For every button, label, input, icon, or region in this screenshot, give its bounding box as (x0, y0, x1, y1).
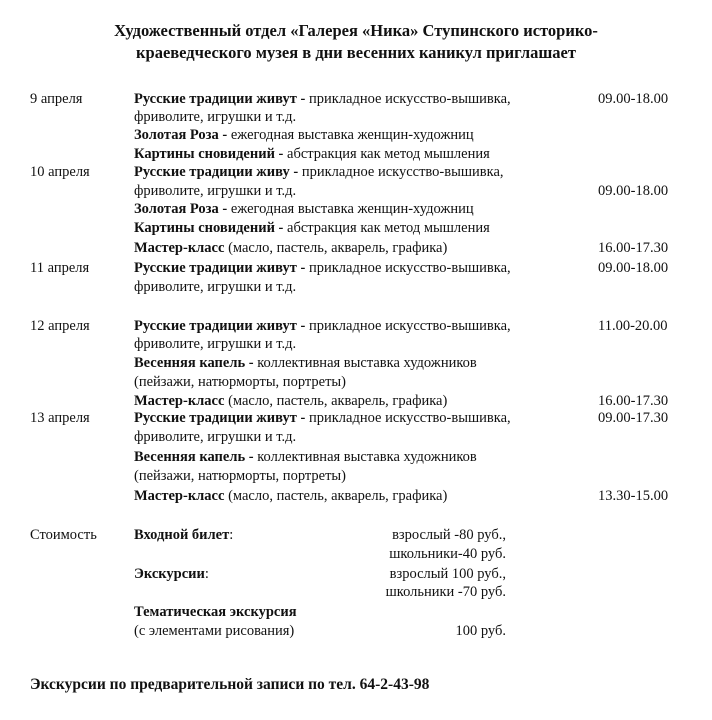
event-desc: прикладное искусство-вышивка, (298, 164, 504, 180)
thematic-excursion-name: Тематическая экскурсия (134, 604, 297, 620)
booking-note: Экскурсии по предварительной записи по тел. 64-2-43-98 (30, 676, 430, 693)
event-desc: коллективная выставка художников (253, 449, 477, 465)
event-line (134, 487, 447, 505)
event-line (134, 392, 447, 410)
event-time: 13.30-15.00 (598, 488, 669, 504)
event-name: Русские традиции живут - (134, 410, 306, 426)
event-desc: (масло, пастель, акварель, графика) (224, 488, 448, 504)
event-desc-cont: фриволите, игрушки и т.д. (134, 336, 297, 352)
excursion-label (134, 565, 209, 583)
ticket-price-school: школьники-40 руб. (389, 546, 506, 562)
event-line (134, 200, 474, 218)
title-line-2: краеведческого музея в дни весенних каникул приглашает (136, 43, 576, 62)
document-title (0, 20, 712, 64)
event-line (134, 317, 511, 335)
event-desc: ежегодная выставка женщин-художниц (227, 201, 474, 217)
event-desc-cont: фриволите, игрушки и т.д. (134, 183, 297, 199)
ticket-colon: : (229, 527, 234, 543)
event-line (134, 219, 490, 237)
excursion-price-adult: взрослый 100 руб., (389, 566, 506, 582)
date-label: 12 апреля (30, 318, 90, 334)
excursion-name: Экскурсии (134, 566, 205, 582)
event-time: 16.00-17.30 (598, 393, 669, 409)
event-desc: абстракция как метод мышления (283, 220, 490, 236)
event-line (134, 90, 511, 108)
event-name: Русские традиции живут - (134, 318, 306, 334)
event-name: Русские традиции живу - (134, 164, 299, 180)
event-desc: абстракция как метод мышления (283, 146, 490, 162)
event-line (134, 409, 511, 427)
ticket-label (134, 526, 233, 544)
event-desc: ежегодная выставка женщин-художниц (227, 127, 474, 143)
event-desc: прикладное искусство-вышивка, (305, 410, 511, 426)
event-name: Мастер-класс (134, 488, 225, 504)
event-line (134, 163, 504, 181)
event-name: Мастер-класс (134, 393, 225, 409)
excursion-price-school: школьники -70 руб. (385, 584, 506, 600)
pricing-label: Стоимость (30, 527, 97, 543)
event-line (134, 239, 447, 257)
event-line (134, 145, 490, 163)
event-name: Русские традиции живут - (134, 91, 306, 107)
date-label: 10 апреля (30, 164, 90, 180)
event-line (134, 259, 511, 277)
event-desc: прикладное искусство-вышивка, (305, 260, 511, 276)
event-desc-cont: (пейзажи, натюрморты, портреты) (134, 468, 346, 484)
event-desc-cont: фриволите, игрушки и т.д. (134, 279, 297, 295)
event-time: 09.00-17.30 (598, 410, 669, 426)
date-label: 13 апреля (30, 410, 90, 426)
event-desc: (масло, пастель, акварель, графика) (224, 393, 448, 409)
event-name: Золотая Роза - (134, 201, 228, 217)
event-name: Золотая Роза - (134, 127, 228, 143)
event-time: 16.00-17.30 (598, 240, 669, 256)
event-name: Весенняя капель - (134, 355, 254, 371)
event-name: Русские традиции живут - (134, 260, 306, 276)
title-line-1: Художественный отдел «Галерея «Ника» Ступинского историко- (114, 21, 598, 40)
event-desc: прикладное искусство-вышивка, (305, 318, 511, 334)
date-label: 11 апреля (30, 260, 90, 276)
event-desc: прикладное искусство-вышивка, (305, 91, 511, 107)
date-label: 9 апреля (30, 91, 83, 107)
event-desc-cont: (пейзажи, натюрморты, портреты) (134, 374, 346, 390)
thematic-excursion-price: 100 руб. (455, 623, 506, 639)
thematic-excursion-note: (с элементами рисования) (134, 623, 295, 639)
event-name: Картины сновидений - (134, 146, 284, 162)
event-time: 09.00-18.00 (598, 183, 669, 199)
event-name: Мастер-класс (134, 240, 225, 256)
event-desc: коллективная выставка художников (253, 355, 477, 371)
event-name: Картины сновидений - (134, 220, 284, 236)
event-desc-cont: фриволите, игрушки и т.д. (134, 429, 297, 445)
event-name: Весенняя капель - (134, 449, 254, 465)
event-desc-cont: фриволите, игрушки и т.д. (134, 109, 297, 125)
ticket-price-adult: взрослый -80 руб., (392, 527, 506, 543)
event-line (134, 126, 474, 144)
event-desc: (масло, пастель, акварель, графика) (224, 240, 448, 256)
ticket-name: Входной билет (134, 527, 230, 543)
event-line (134, 354, 477, 372)
event-time: 11.00-20.00 (598, 318, 668, 334)
excursion-colon: : (204, 566, 209, 582)
event-line (134, 448, 477, 466)
event-time: 09.00-18.00 (598, 260, 669, 276)
event-time: 09.00-18.00 (598, 91, 669, 107)
